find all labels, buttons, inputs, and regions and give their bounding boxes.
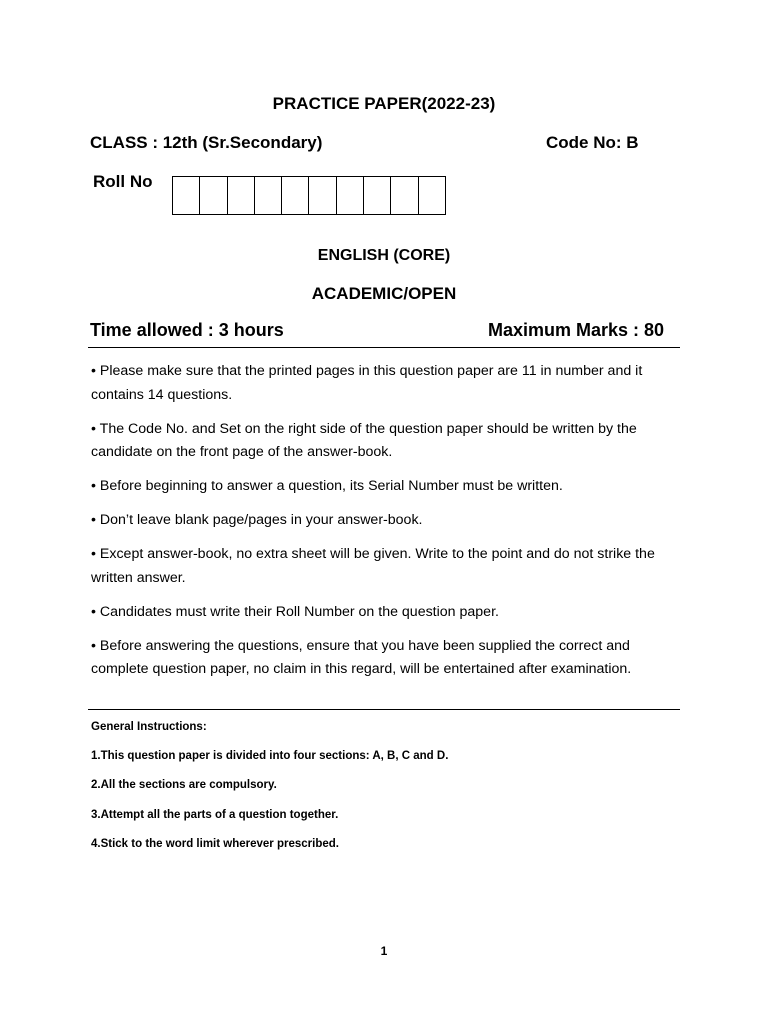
time-allowed: Time allowed : 3 hours: [90, 320, 284, 340]
roll-no-label: Roll No: [93, 172, 153, 191]
instruction-item: • Candidates must write their Roll Number on the question paper.: [91, 603, 499, 620]
paper-title: PRACTICE PAPER(2022-23): [272, 94, 496, 113]
roll-digit-box[interactable]: [200, 177, 227, 214]
instruction-item: • Before answering the questions, ensure that you have been supplied the correct and complete question paper, no claim in this regard, will be entertained after examination.: [91, 637, 632, 677]
roll-digit-box[interactable]: [309, 177, 336, 214]
instruction-item: • The Code No. and Set on the right side of the question paper should be written by the candidate on the front page of the answer-book.: [91, 420, 637, 460]
maximum-marks: Maximum Marks : 80: [488, 320, 665, 340]
divider-middle: [88, 709, 680, 710]
roll-digit-box[interactable]: [364, 177, 391, 214]
roll-digit-box[interactable]: [228, 177, 255, 214]
subject-name: ENGLISH (CORE): [317, 247, 451, 264]
roll-digit-box[interactable]: [282, 177, 309, 214]
roll-digit-box[interactable]: [337, 177, 364, 214]
instruction-item: • Except answer-book, no extra sheet will be given. Write to the point and do not strike the written answer.: [91, 546, 655, 586]
general-instructions: [91, 720, 687, 866]
general-instruction-item: 2.All the sections are compulsory.: [91, 779, 277, 792]
roll-digit-box[interactable]: [391, 177, 418, 214]
general-instruction-item: 4.Stick to the word limit wherever prescribed.: [91, 837, 339, 850]
general-instructions-heading: General Instructions:: [91, 721, 207, 733]
subject-stream: ACADEMIC/OPEN: [311, 284, 457, 303]
roll-digit-box[interactable]: [419, 177, 446, 214]
roll-digit-box[interactable]: [173, 177, 200, 214]
instructions-list: [91, 360, 687, 692]
class-label: CLASS : 12th (Sr.Secondary): [90, 133, 323, 152]
instruction-item: • Don’t leave blank page/pages in your answer-book.: [91, 512, 423, 528]
instruction-item: • Before beginning to answer a question, its Serial Number must be written.: [91, 478, 563, 494]
roll-digit-box[interactable]: [255, 177, 282, 214]
instruction-item: • Please make sure that the printed pages in this question paper are 11 in number and it contains 14 questions.: [91, 363, 643, 403]
roll-number-boxes[interactable]: [172, 176, 446, 215]
page-number: 1: [380, 944, 388, 958]
divider-top: [88, 347, 680, 348]
general-instruction-item: 1.This question paper is divided into four sections: A, B, C and D.: [91, 750, 449, 763]
code-number: Code No: B: [546, 133, 639, 152]
general-instruction-item: 3.Attempt all the parts of a question together.: [91, 808, 339, 821]
